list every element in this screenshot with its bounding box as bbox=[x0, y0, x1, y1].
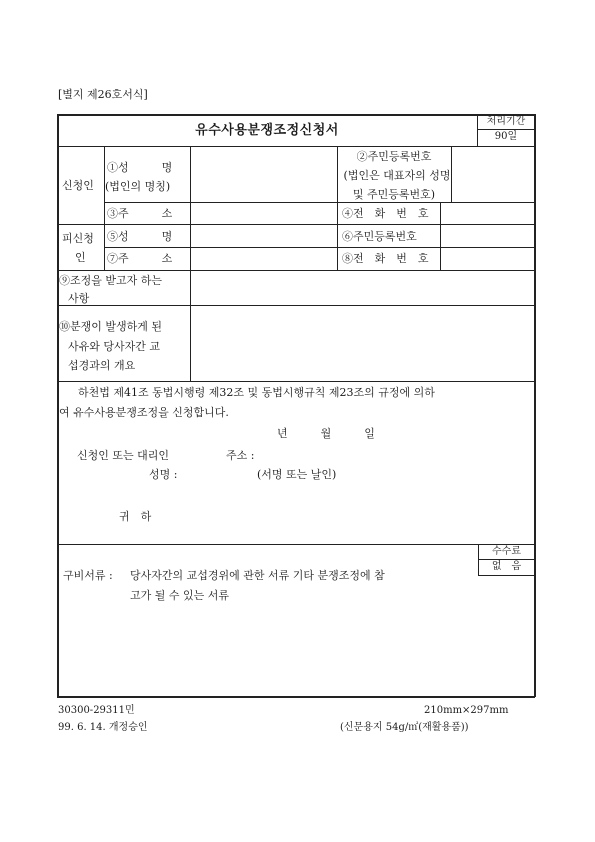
item9-label-line2: 사항 bbox=[68, 292, 90, 305]
applicant-regno-label: ②주민등록번호 bbox=[356, 150, 432, 163]
respondent-address-field[interactable] bbox=[191, 248, 336, 270]
statement-name-label: 성명 : bbox=[149, 468, 178, 481]
item10-label-line1: ⑩분쟁이 발생하게 된 bbox=[59, 320, 163, 333]
statement-line1: 하천법 제41조 동법시행령 제32조 및 동법시행규칙 제23조의 규정에 의하 bbox=[78, 386, 435, 399]
revision-approval-date: 99. 6. 14. 개정승인 bbox=[58, 722, 148, 733]
processing-period-label: 처리기간 bbox=[486, 116, 526, 127]
item10-label-line3: 섭경과의 개요 bbox=[68, 359, 136, 372]
respondent-regno-label: ⑥주민등록번호 bbox=[342, 230, 417, 243]
applicant-address-label: ③주 소 bbox=[107, 207, 173, 220]
processing-period-value: 90일 bbox=[494, 131, 518, 142]
paper-spec: (신문용지 54g/㎡(재활용품)) bbox=[340, 722, 469, 733]
fee-value: 없 음 bbox=[491, 561, 522, 572]
signature-or-seal-label: (서명 또는 날인) bbox=[257, 468, 337, 481]
item9-field[interactable] bbox=[191, 271, 534, 305]
respondent-name-label: ⑤성 명 bbox=[107, 230, 173, 243]
statement-line2: 여 유수사용분쟁조정을 신청합니다. bbox=[59, 406, 229, 419]
respondent-group-label-2: 인 bbox=[75, 251, 86, 264]
fee-label: 수수료 bbox=[492, 546, 521, 557]
applicant-phone-field[interactable] bbox=[441, 203, 534, 224]
respondent-address-label: ⑦주 소 bbox=[107, 252, 173, 265]
statement-name-field[interactable] bbox=[186, 465, 256, 483]
item10-label-line2: 사유와 당사자간 교 bbox=[68, 340, 161, 353]
date-line: 년 월 일 bbox=[277, 427, 375, 440]
applicant-name-field[interactable] bbox=[191, 147, 336, 202]
respondent-phone-field[interactable] bbox=[441, 248, 534, 270]
applicant-name-label: ①성 명 bbox=[107, 161, 173, 174]
frame-top bbox=[57, 114, 535, 116]
item10-bottom bbox=[57, 381, 535, 382]
item9-label-line1: ⑨조정을 받고자 하는 bbox=[59, 274, 163, 287]
fee-box-bottom bbox=[478, 575, 534, 576]
respondent-group-label: 피신청 bbox=[62, 232, 94, 245]
applicant-or-agent-label: 신청인 또는 대리인 bbox=[77, 449, 170, 462]
applicant-regno-sublabel2: 및 주민등록번호) bbox=[352, 188, 436, 201]
applicant-phone-label: ④전 화 번 호 bbox=[342, 207, 429, 220]
paper-size: 210mm×297mm bbox=[424, 705, 509, 716]
mid-divider bbox=[337, 146, 338, 270]
applicant-group-label: 신청인 bbox=[62, 179, 94, 192]
respondent-name-field[interactable] bbox=[191, 225, 336, 247]
applicant-name-sublabel: (법인의 명칭) bbox=[105, 180, 171, 193]
form-reference: [별지 제26호서식] bbox=[58, 88, 148, 101]
statement-address-field[interactable] bbox=[262, 446, 522, 464]
required-docs-label: 구비서류 : bbox=[63, 569, 113, 582]
applicant-address-field[interactable] bbox=[191, 203, 336, 224]
required-docs-line1: 당사자간의 교섭경위에 관한 서류 기타 분쟁조정에 참 bbox=[130, 569, 385, 582]
item10-field[interactable] bbox=[191, 306, 534, 381]
frame-bottom bbox=[57, 696, 535, 698]
respondent-phone-label: ⑧전 화 번 호 bbox=[342, 252, 429, 265]
form-code: 30300-29311민 bbox=[58, 705, 135, 716]
applicant-regno-sublabel1: (법인은 대표자의 성명 bbox=[343, 169, 451, 182]
statement-address-label: 주소 : bbox=[226, 449, 255, 462]
recipient-label: 귀 하 bbox=[119, 510, 152, 523]
group-label-divider bbox=[104, 146, 105, 270]
required-docs-line2: 고가 될 수 있는 서류 bbox=[130, 589, 229, 602]
form-title: 유수사용분쟁조정신청서 bbox=[195, 123, 339, 138]
respondent-regno-field[interactable] bbox=[441, 225, 534, 247]
applicant-regno-field[interactable] bbox=[452, 147, 534, 202]
statement-section-bottom bbox=[57, 544, 535, 545]
